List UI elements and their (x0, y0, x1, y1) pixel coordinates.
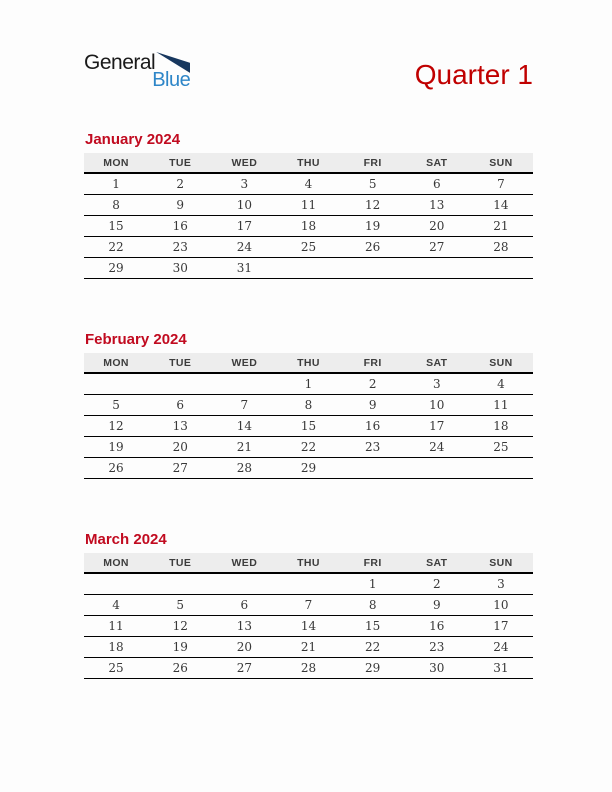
day-cell: 14 (469, 195, 533, 216)
day-cell: 10 (405, 395, 469, 416)
day-cell: 15 (276, 416, 340, 437)
quarter-title: Quarter 1 (414, 59, 533, 90)
day-cell: 16 (341, 416, 405, 437)
week-row (84, 373, 533, 395)
week-row (84, 416, 533, 437)
day-cell: 2 (148, 173, 212, 195)
day-cell: 1 (276, 373, 340, 395)
day-cell: 14 (276, 616, 340, 637)
day-cell: 31 (212, 258, 276, 279)
month-section (84, 332, 533, 479)
day-cell: 3 (469, 573, 533, 595)
day-cell: 27 (212, 658, 276, 679)
weekday-wed: WED (212, 153, 276, 173)
weekday-mon: MON (84, 353, 148, 373)
day-cell: 17 (405, 416, 469, 437)
week-row (84, 216, 533, 237)
day-cell: 5 (341, 173, 405, 195)
week-row (84, 395, 533, 416)
logo-text-blue: Blue (152, 69, 191, 91)
day-cell: 6 (212, 595, 276, 616)
day-cell: 4 (84, 595, 148, 616)
weekday-row (84, 553, 533, 573)
day-cell: 19 (341, 216, 405, 237)
month-section (84, 132, 533, 279)
day-cell: 31 (469, 658, 533, 679)
weekday-row (84, 353, 533, 373)
day-cell: 2 (405, 573, 469, 595)
logo-text-general: General (84, 51, 156, 74)
month-calendar-table (84, 553, 533, 679)
empty-day-cell (469, 258, 533, 279)
empty-day-cell (341, 458, 405, 479)
day-cell: 23 (405, 637, 469, 658)
weekday-wed: WED (212, 553, 276, 573)
weekday-fri: FRI (341, 353, 405, 373)
day-cell: 18 (469, 416, 533, 437)
day-cell: 2 (341, 373, 405, 395)
day-cell: 9 (148, 195, 212, 216)
week-row (84, 258, 533, 279)
day-cell: 6 (148, 395, 212, 416)
day-cell: 1 (84, 173, 148, 195)
day-cell: 29 (276, 458, 340, 479)
day-cell: 11 (276, 195, 340, 216)
day-cell: 9 (341, 395, 405, 416)
day-cell: 9 (405, 595, 469, 616)
day-cell: 15 (341, 616, 405, 637)
week-row (84, 595, 533, 616)
day-cell: 11 (84, 616, 148, 637)
day-cell: 17 (212, 216, 276, 237)
week-row (84, 237, 533, 258)
day-cell: 20 (212, 637, 276, 658)
empty-day-cell (148, 573, 212, 595)
day-cell: 29 (84, 258, 148, 279)
day-cell: 3 (212, 173, 276, 195)
weekday-tue: TUE (148, 553, 212, 573)
empty-day-cell (341, 258, 405, 279)
day-cell: 23 (341, 437, 405, 458)
day-cell: 23 (148, 237, 212, 258)
week-row (84, 195, 533, 216)
empty-day-cell (405, 458, 469, 479)
day-cell: 13 (148, 416, 212, 437)
day-cell: 7 (212, 395, 276, 416)
day-cell: 21 (212, 437, 276, 458)
weekday-thu: THU (276, 353, 340, 373)
weekday-thu: THU (276, 553, 340, 573)
day-cell: 6 (405, 173, 469, 195)
day-cell: 27 (148, 458, 212, 479)
day-cell: 29 (341, 658, 405, 679)
day-cell: 18 (276, 216, 340, 237)
day-cell: 10 (212, 195, 276, 216)
weekday-tue: TUE (148, 153, 212, 173)
day-cell: 12 (84, 416, 148, 437)
day-cell: 7 (469, 173, 533, 195)
day-cell: 26 (148, 658, 212, 679)
day-cell: 21 (469, 216, 533, 237)
general-blue-logo (84, 53, 190, 90)
page-header (84, 53, 533, 91)
week-row (84, 637, 533, 658)
empty-day-cell (84, 373, 148, 395)
day-cell: 18 (84, 637, 148, 658)
month-title: February 2024 (85, 331, 187, 348)
day-cell: 25 (469, 437, 533, 458)
day-cell: 22 (341, 637, 405, 658)
day-cell: 20 (148, 437, 212, 458)
empty-day-cell (84, 573, 148, 595)
week-row (84, 658, 533, 679)
day-cell: 27 (405, 237, 469, 258)
weekday-row (84, 153, 533, 173)
day-cell: 20 (405, 216, 469, 237)
empty-day-cell (469, 458, 533, 479)
weekday-wed: WED (212, 353, 276, 373)
day-cell: 14 (212, 416, 276, 437)
day-cell: 26 (341, 237, 405, 258)
day-cell: 22 (84, 237, 148, 258)
week-row (84, 173, 533, 195)
week-row (84, 573, 533, 595)
day-cell: 21 (276, 637, 340, 658)
weekday-sun: SUN (469, 353, 533, 373)
day-cell: 24 (469, 637, 533, 658)
week-row (84, 616, 533, 637)
empty-day-cell (148, 373, 212, 395)
day-cell: 10 (469, 595, 533, 616)
weekday-fri: FRI (341, 153, 405, 173)
month-calendar-table (84, 153, 533, 279)
day-cell: 19 (148, 637, 212, 658)
week-row (84, 437, 533, 458)
weekday-tue: TUE (148, 353, 212, 373)
day-cell: 16 (405, 616, 469, 637)
day-cell: 26 (84, 458, 148, 479)
day-cell: 3 (405, 373, 469, 395)
month-title: March 2024 (85, 531, 167, 548)
day-cell: 8 (84, 195, 148, 216)
weekday-fri: FRI (341, 553, 405, 573)
day-cell: 25 (84, 658, 148, 679)
weeks-body (84, 573, 533, 679)
day-cell: 4 (469, 373, 533, 395)
months-container (84, 132, 533, 679)
day-cell: 12 (148, 616, 212, 637)
day-cell: 24 (405, 437, 469, 458)
day-cell: 7 (276, 595, 340, 616)
day-cell: 5 (84, 395, 148, 416)
day-cell: 30 (148, 258, 212, 279)
day-cell: 24 (212, 237, 276, 258)
empty-day-cell (212, 373, 276, 395)
month-calendar-table (84, 353, 533, 479)
day-cell: 15 (84, 216, 148, 237)
day-cell: 13 (405, 195, 469, 216)
day-cell: 28 (212, 458, 276, 479)
weekday-mon: MON (84, 153, 148, 173)
weekday-sun: SUN (469, 553, 533, 573)
empty-day-cell (212, 573, 276, 595)
day-cell: 8 (276, 395, 340, 416)
day-cell: 30 (405, 658, 469, 679)
day-cell: 12 (341, 195, 405, 216)
day-cell: 13 (212, 616, 276, 637)
empty-day-cell (276, 573, 340, 595)
day-cell: 16 (148, 216, 212, 237)
day-cell: 11 (469, 395, 533, 416)
weekday-sat: SAT (405, 553, 469, 573)
weekday-thu: THU (276, 153, 340, 173)
weekday-sat: SAT (405, 153, 469, 173)
empty-day-cell (276, 258, 340, 279)
day-cell: 22 (276, 437, 340, 458)
day-cell: 25 (276, 237, 340, 258)
empty-day-cell (405, 258, 469, 279)
day-cell: 28 (469, 237, 533, 258)
day-cell: 19 (84, 437, 148, 458)
day-cell: 4 (276, 173, 340, 195)
month-section (84, 532, 533, 679)
weekday-mon: MON (84, 553, 148, 573)
month-title: January 2024 (85, 131, 181, 148)
weeks-body (84, 173, 533, 279)
day-cell: 17 (469, 616, 533, 637)
day-cell: 1 (341, 573, 405, 595)
weekday-sun: SUN (469, 153, 533, 173)
day-cell: 5 (148, 595, 212, 616)
day-cell: 8 (341, 595, 405, 616)
day-cell: 28 (276, 658, 340, 679)
weeks-body (84, 373, 533, 479)
week-row (84, 458, 533, 479)
weekday-sat: SAT (405, 353, 469, 373)
